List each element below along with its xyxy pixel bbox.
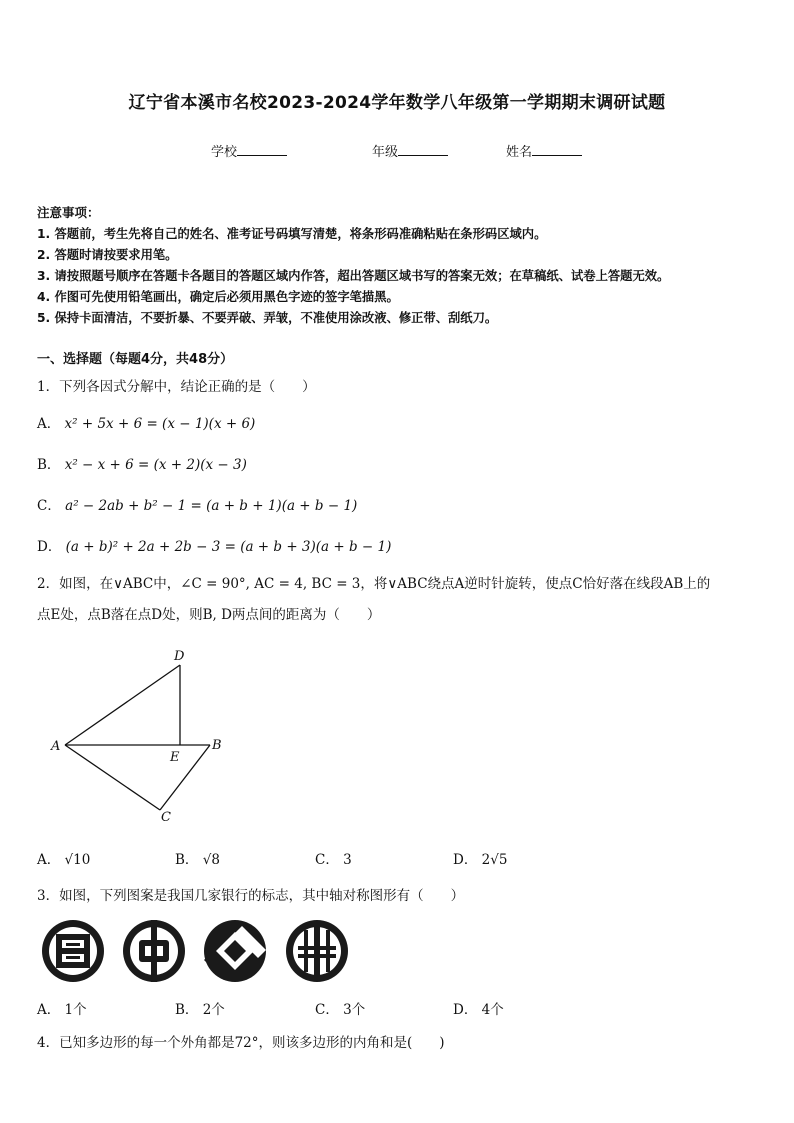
notice-heading: 注意事项： — [37, 205, 100, 220]
option-label: C． — [37, 498, 61, 514]
segment-ac — [65, 745, 160, 810]
question-1-stem: 1．下列各因式分解中，结论正确的是（ ） — [37, 379, 316, 395]
q2-option-d — [453, 848, 507, 868]
notice-item: 2. 答题时请按要求用笔。 — [37, 248, 178, 262]
q1-option-c — [37, 494, 357, 514]
grade-blank — [398, 144, 448, 156]
option-label: A． — [37, 416, 61, 432]
q3-option-a — [37, 998, 87, 1018]
option-label: C． — [315, 1002, 339, 1018]
q2-option-b — [175, 848, 220, 868]
icbc-logo-icon — [40, 918, 106, 984]
option-expr: x² − x + 6 = (x + 2)(x − 3) — [64, 457, 247, 473]
label-e: E — [170, 750, 180, 765]
name-field — [506, 141, 582, 160]
option-label: A． — [37, 1002, 61, 1018]
label-a: A — [51, 739, 61, 754]
option-expr: √10 — [64, 852, 91, 868]
notice-item: 4. 作图可先使用铅笔画出，确定后必须用黑色字迹的签字笔描黑。 — [37, 290, 399, 304]
option-expr: x² + 5x + 6 = (x − 1)(x + 6) — [64, 416, 256, 432]
grade-field — [372, 141, 448, 160]
notice-item: 3. 请按照题号顺序在答题卡各题目的答题区域内作答，超出答题区域书写的答案无效；在草稿纸、试卷上答题无效。 — [37, 269, 670, 283]
option-label: A． — [37, 852, 61, 868]
bank-of-china-logo-icon — [121, 918, 187, 984]
grade-label: 年级 — [372, 145, 399, 160]
option-label: B． — [37, 457, 61, 473]
option-label: C． — [315, 852, 339, 868]
q2-option-a — [37, 848, 90, 868]
option-expr: 3个 — [343, 1002, 366, 1018]
section-heading: 一、选择题（每题4分，共48分） — [37, 352, 234, 367]
option-expr: 4个 — [481, 1002, 504, 1018]
option-expr: 2个 — [202, 1002, 225, 1018]
name-label: 姓名 — [506, 145, 533, 160]
question-3-stem: 3．如图，下列图案是我国几家银行的标志，其中轴对称图形有（ ） — [37, 888, 465, 904]
school-field — [211, 141, 287, 160]
page-title: 辽宁省本溪市名校2023-2024学年数学八年级第一学期期末调研试题 — [128, 93, 666, 113]
option-label: B． — [175, 1002, 199, 1018]
label-d: D — [174, 649, 185, 664]
school-blank — [237, 144, 287, 156]
question-2-stem-line2: 点E处，点B落在点D处，则B, D两点间的距离为（ ） — [37, 607, 381, 623]
option-expr: 3 — [343, 852, 352, 868]
notice-item: 1. 答题前，考生先将自己的姓名、准考证号码填写清楚，将条形码准确粘贴在条形码区域内。 — [37, 227, 547, 241]
question-2-stem-line1: 2．如图，在∨ABC中，∠C = 90°, AC = 4, BC = 3，将∨ABC绕点A逆时针旋转，使点C恰好落在线段AB上的 — [37, 576, 711, 592]
triangle-figure — [40, 640, 240, 830]
abc-logo-icon — [284, 918, 350, 984]
segment-ad — [65, 665, 180, 745]
option-label: D． — [453, 1002, 478, 1018]
q3-option-b — [175, 998, 225, 1018]
q1-option-d — [37, 535, 391, 555]
option-expr: 1个 — [64, 1002, 87, 1018]
option-expr: a² − 2ab + b² − 1 = (a + b + 1)(a + b − 1) — [65, 498, 358, 514]
segment-cb — [160, 745, 210, 810]
q1-option-b — [37, 453, 247, 473]
school-label: 学校 — [211, 145, 238, 160]
q2-option-c — [315, 848, 352, 868]
q3-option-d — [453, 998, 504, 1018]
option-expr: (a + b)² + 2a + 2b − 3 = (a + b + 3)(a + b − 1) — [65, 539, 392, 555]
q3-option-c — [315, 998, 365, 1018]
name-blank — [532, 144, 582, 156]
notice-item: 5. 保持卡面清洁，不要折暴、不要弄破、弄皱，不准使用涂改液、修正带、刮纸刀。 — [37, 311, 498, 325]
option-expr: √8 — [202, 852, 220, 868]
option-expr: 2√5 — [481, 852, 508, 868]
label-c: C — [161, 810, 171, 825]
label-b: B — [212, 738, 222, 753]
option-label: D． — [37, 539, 62, 555]
option-label: D． — [453, 852, 478, 868]
option-label: B． — [175, 852, 199, 868]
question-4-stem: 4．已知多边形的每一个外角都是72°，则该多边形的内角和是( ) — [37, 1035, 445, 1051]
q1-option-a — [37, 412, 255, 432]
ccb-logo-icon — [202, 918, 268, 984]
